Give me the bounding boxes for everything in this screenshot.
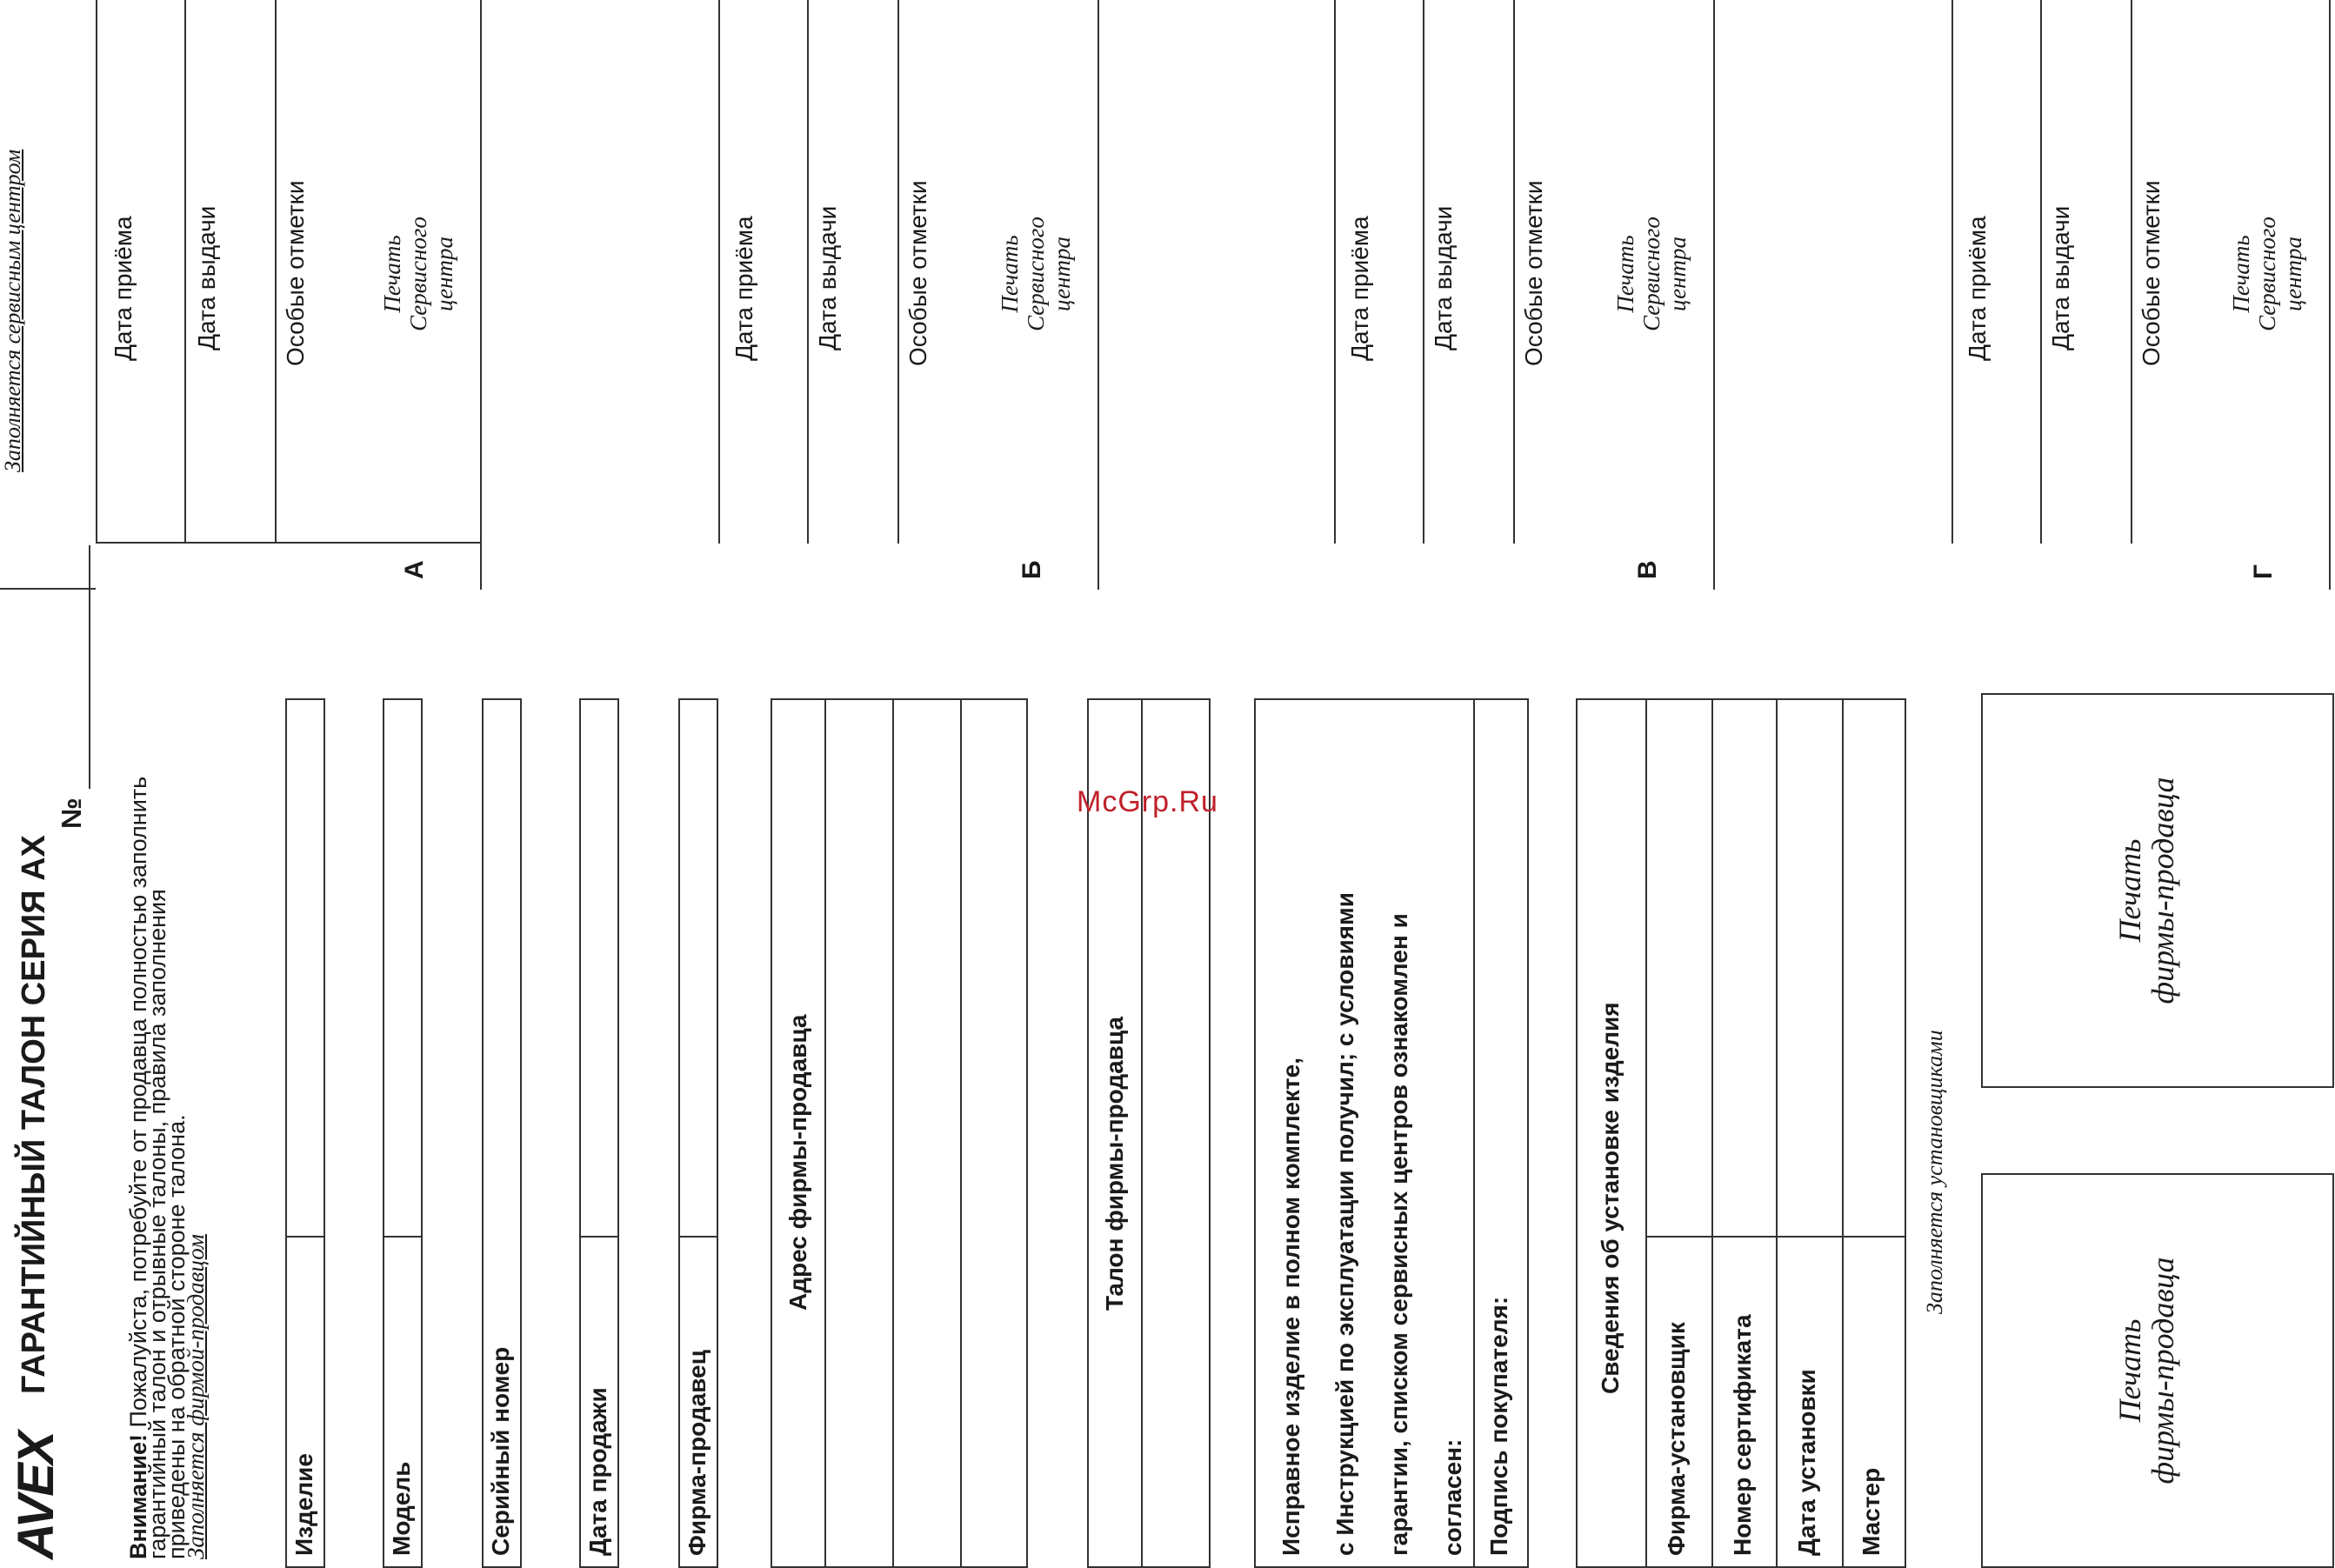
acceptance-text — [1264, 892, 1480, 1556]
seller-coupon-header: Талон фирмы-продавца — [1101, 1016, 1128, 1311]
brand-logo: AVEX — [8, 1432, 64, 1559]
acceptance-line4: согласен: — [1439, 1438, 1466, 1556]
section-v-stamp — [1612, 178, 1691, 370]
section-v-row-2 — [1423, 0, 1424, 544]
section-g-row-2 — [2040, 0, 2042, 544]
section-g-received-label: Дата приёма — [1964, 216, 1991, 361]
section-v-stamp-line2: Сервисного центра — [1638, 217, 1691, 331]
section-g-stamp-line1: Печать — [2228, 235, 2254, 313]
section-g-row-3 — [2131, 0, 2132, 544]
section-b-notes-label: Особые отметки — [904, 180, 931, 366]
watermark: McGrp.Ru — [1077, 785, 1218, 818]
acceptance-line3: гарантии, списком сервисных центров ознакомлен и — [1385, 913, 1412, 1556]
section-v-notes-label: Особые отметки — [1520, 180, 1547, 366]
section-v-letter: В — [1633, 560, 1662, 579]
master-label: Мастер — [1858, 1467, 1885, 1556]
section-v-received-label: Дата приёма — [1346, 216, 1373, 361]
section-g-edge — [2329, 0, 2331, 590]
section-a-row-3 — [275, 0, 277, 544]
section-v-row-1 — [1334, 0, 1336, 544]
section-a-letter: А — [400, 560, 429, 579]
notice-line3: приведены на обратной стороне талона. — [163, 1114, 190, 1559]
buyer-signature-label: Подпись покупателя: — [1485, 1296, 1512, 1556]
section-a-row-2 — [184, 0, 186, 544]
install-date-label: Дата установки — [1793, 1369, 1820, 1556]
notice-line2: гарантийный талон и отрывные талоны, правила заполнения — [144, 889, 170, 1559]
field-row-model[interactable] — [383, 698, 423, 1568]
section-a-issued-label: Дата выдачи — [193, 205, 220, 350]
section-g-notes-label: Особые отметки — [2138, 180, 2165, 366]
section-a-stamp-line2: Сервисного центра — [405, 217, 457, 331]
seller-stamp-1-line1: Печать — [2112, 1318, 2147, 1423]
section-a-notes-label: Особые отметки — [282, 180, 309, 366]
installer-firm-label: Фирма-установщик — [1663, 1322, 1690, 1556]
installation-line-4 — [1842, 698, 1844, 1568]
section-b-stamp-line2: Сервисного центра — [1023, 217, 1075, 331]
section-b-row-3 — [897, 0, 899, 544]
installation-line-2 — [1711, 698, 1713, 1568]
address-line-3 — [960, 698, 962, 1568]
field-divider-model — [383, 1236, 423, 1238]
section-a-stamp — [379, 178, 457, 370]
installation-line-1 — [1645, 698, 1647, 1568]
field-row-product[interactable] — [285, 698, 325, 1568]
field-label-serial: Серийный номер — [487, 1346, 514, 1556]
field-label-product: Изделие — [290, 1453, 317, 1556]
section-a-edge — [480, 0, 482, 590]
address-line-1 — [824, 698, 826, 1568]
field-label-sale-date: Дата продажи — [584, 1387, 611, 1556]
section-g-stamp — [2228, 178, 2306, 370]
notice-text — [125, 776, 209, 1559]
number-label: № — [56, 797, 87, 829]
section-a-received-label: Дата приёма — [110, 216, 137, 361]
service-fill-note: Заполняется сервисным центром — [0, 149, 25, 472]
section-b-letter: Б — [1017, 560, 1046, 579]
seller-coupon-line — [1141, 698, 1143, 1568]
section-v-row-3 — [1513, 0, 1515, 544]
section-b-row-2 — [807, 0, 809, 544]
seller-stamp-2-line1: Печать — [2112, 838, 2147, 943]
installation-line-3 — [1776, 698, 1778, 1568]
section-g-row-1 — [1951, 0, 1953, 544]
section-a-divider-3 — [275, 542, 480, 544]
address-line-2 — [892, 698, 894, 1568]
seller-stamp-text-1 — [2113, 1173, 2179, 1568]
acceptance-line1: Исправное изделие в полном комплекте, — [1278, 1057, 1304, 1556]
seller-stamp-2-line2: фирмы-продавца — [2145, 777, 2180, 1004]
section-b-stamp-line1: Печать — [997, 235, 1023, 313]
section-b-issued-label: Дата выдачи — [814, 205, 841, 350]
section-a-cut-line — [0, 588, 96, 590]
seller-stamp-1-line2: фирмы-продавца — [2145, 1257, 2180, 1485]
section-g-issued-label: Дата выдачи — [2047, 205, 2074, 350]
installation-header: Сведения об установке изделия — [1597, 1002, 1624, 1394]
section-b-edge — [1097, 0, 1099, 590]
field-divider-sale-date — [579, 1236, 619, 1238]
field-label-model: Модель — [388, 1461, 415, 1556]
field-divider-product — [285, 1236, 325, 1238]
field-label-seller-firm: Фирма-продавец — [684, 1350, 711, 1556]
installation-col-divider — [1645, 1236, 1906, 1238]
seller-stamp-text-2 — [2113, 693, 2179, 1088]
section-v-stamp-line1: Печать — [1612, 235, 1638, 313]
section-b-stamp — [997, 178, 1075, 370]
address-header: Адрес фирмы-продавца — [784, 1014, 811, 1311]
notice-line1: Пожалуйста, потребуйте от продавца полностью заполнить — [125, 776, 151, 1435]
installer-fill-note: Заполняется установщиками — [1922, 1030, 1947, 1314]
certificate-number-label: Номер сертификата — [1729, 1314, 1756, 1556]
section-v-issued-label: Дата выдачи — [1430, 205, 1457, 350]
field-divider-seller-firm — [678, 1236, 718, 1238]
section-b-received-label: Дата приёма — [731, 216, 757, 361]
section-b-row-1 — [718, 0, 720, 544]
notice-bold: Внимание! — [125, 1434, 151, 1559]
seller-fill-note: Заполняется фирмой-продавцом — [183, 1234, 209, 1559]
acceptance-line2: с Инструкцией по эксплуатации получил; с условиями — [1331, 892, 1358, 1556]
section-v-edge — [1713, 0, 1715, 590]
section-g-letter: Г — [2249, 564, 2278, 579]
section-a-row-1 — [96, 0, 97, 544]
number-underline — [89, 545, 90, 789]
page-title: ГАРАНТИЙНЫЙ ТАЛОН СЕРИЯ АХ — [16, 835, 52, 1394]
section-a-stamp-line1: Печать — [379, 235, 405, 313]
section-g-stamp-line2: Сервисного центра — [2254, 217, 2306, 331]
